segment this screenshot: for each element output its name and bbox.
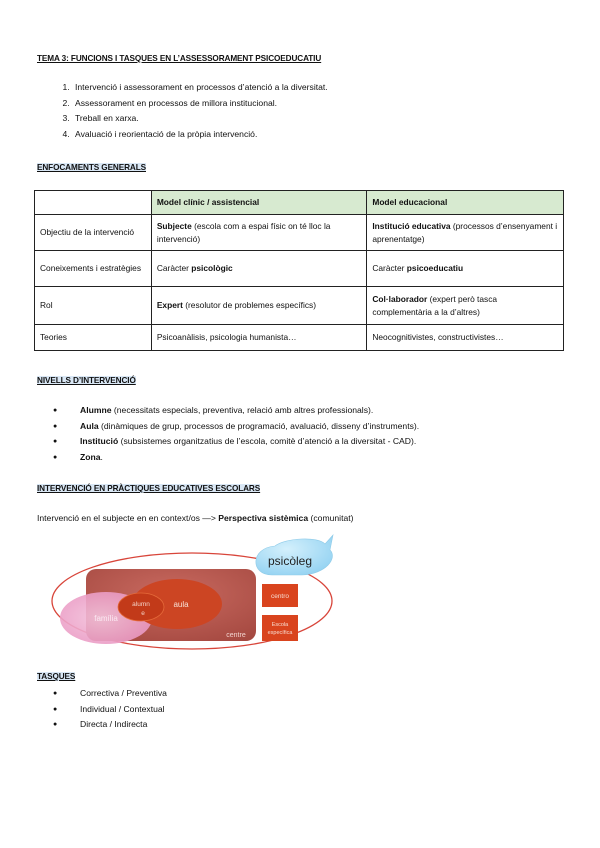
approaches-table	[34, 190, 564, 351]
table-row	[35, 325, 564, 351]
row-label: Coneixements i estratègies	[35, 251, 152, 287]
list-item: 4. Avaluació i reorientació de la pròpia intervenció.	[72, 127, 328, 143]
row-label: Objectiu de la intervenció	[35, 215, 152, 251]
table-row	[35, 215, 564, 251]
escola-label: Escola	[271, 622, 289, 628]
row-label: Rol	[35, 287, 152, 325]
table-header-clinical: Model clínic / assistencial	[151, 191, 367, 215]
table-cell: Caràcter psicològic	[151, 251, 367, 287]
list-item: 3. Treball en xarxa.	[72, 111, 328, 127]
list-item: ● Individual / Contextual	[72, 702, 167, 718]
table-cell: Subjecte (escola com a espai físic on té lloc la intervenció)	[151, 215, 367, 251]
row-label: Teories	[35, 325, 152, 351]
table-cell: Psicoanàlisis, psicologia humanista…	[151, 325, 367, 351]
tasks-list	[40, 686, 167, 733]
section-heading-levels: NIVELLS D’INTERVENCIÓ	[37, 376, 136, 385]
table-cell: Expert (resolutor de problemes específics)	[151, 287, 367, 325]
topics-list	[38, 80, 328, 142]
familia-label: família	[94, 614, 118, 623]
table-cell: Col·laborador (expert però tasca complementària a la d’altres)	[367, 287, 564, 325]
escola-especifica-box	[262, 615, 298, 641]
table-cell: Caràcter psicoeducatiu	[367, 251, 564, 287]
psicoleg-label: psicòleg	[267, 554, 313, 568]
centro-label: centro	[270, 593, 290, 600]
especifica-label: específica	[267, 630, 293, 636]
list-item: ● Zona.	[72, 450, 419, 466]
list-item: 2. Assessorament en processos de millora institucional.	[72, 96, 328, 112]
table-row	[35, 251, 564, 287]
table-header-educational: Model educacional	[367, 191, 564, 215]
table-header-row	[35, 191, 564, 215]
centre-label: centre	[226, 632, 246, 639]
alumne-label-1: alumn	[132, 601, 150, 608]
list-item: ● Aula (dinàmiques de grup, processos de programació, avaluació, disseny d’instruments).	[72, 419, 419, 435]
systemic-perspective-text: Intervenció en el subjecte en en context/os —> Perspectiva sistèmica (comunitat)	[37, 513, 354, 523]
table-cell: Institució educativa (processos d’ensenyament i aprenentatge)	[367, 215, 564, 251]
section-heading-practices: INTERVENCIÓ EN PRÀCTIQUES EDUCATIVES ESCOLARS	[37, 484, 261, 493]
aula-label: aula	[173, 600, 189, 609]
list-item: 1. Intervenció i assessorament en processos d’atenció a la diversitat.	[72, 80, 328, 96]
levels-list	[40, 403, 419, 465]
table-row	[35, 287, 564, 325]
list-item: ● Correctiva / Preventiva	[72, 686, 167, 702]
section-heading-approaches: ENFOCAMENTS GENERALS	[37, 163, 146, 172]
list-item: ● Directa / Indirecta	[72, 717, 167, 733]
section-heading-tasks: TASQUES	[37, 672, 76, 681]
alumne-label-2: e	[141, 610, 145, 617]
intervention-diagram	[0, 528, 600, 668]
page-title: TEMA 3: FUNCIONS I TASQUES EN L’ASSESSORAMENT PSICOEDUCATIU	[37, 54, 322, 63]
list-item: ● Institució (subsistemes organitzatius de l’escola, comitè d’atenció a la diversitat - CAD).	[72, 434, 419, 450]
table-cell: Neocognitivistes, constructivistes…	[367, 325, 564, 351]
list-item: ● Alumne (necessitats especials, preventiva, relació amb altres professionals).	[72, 403, 419, 419]
